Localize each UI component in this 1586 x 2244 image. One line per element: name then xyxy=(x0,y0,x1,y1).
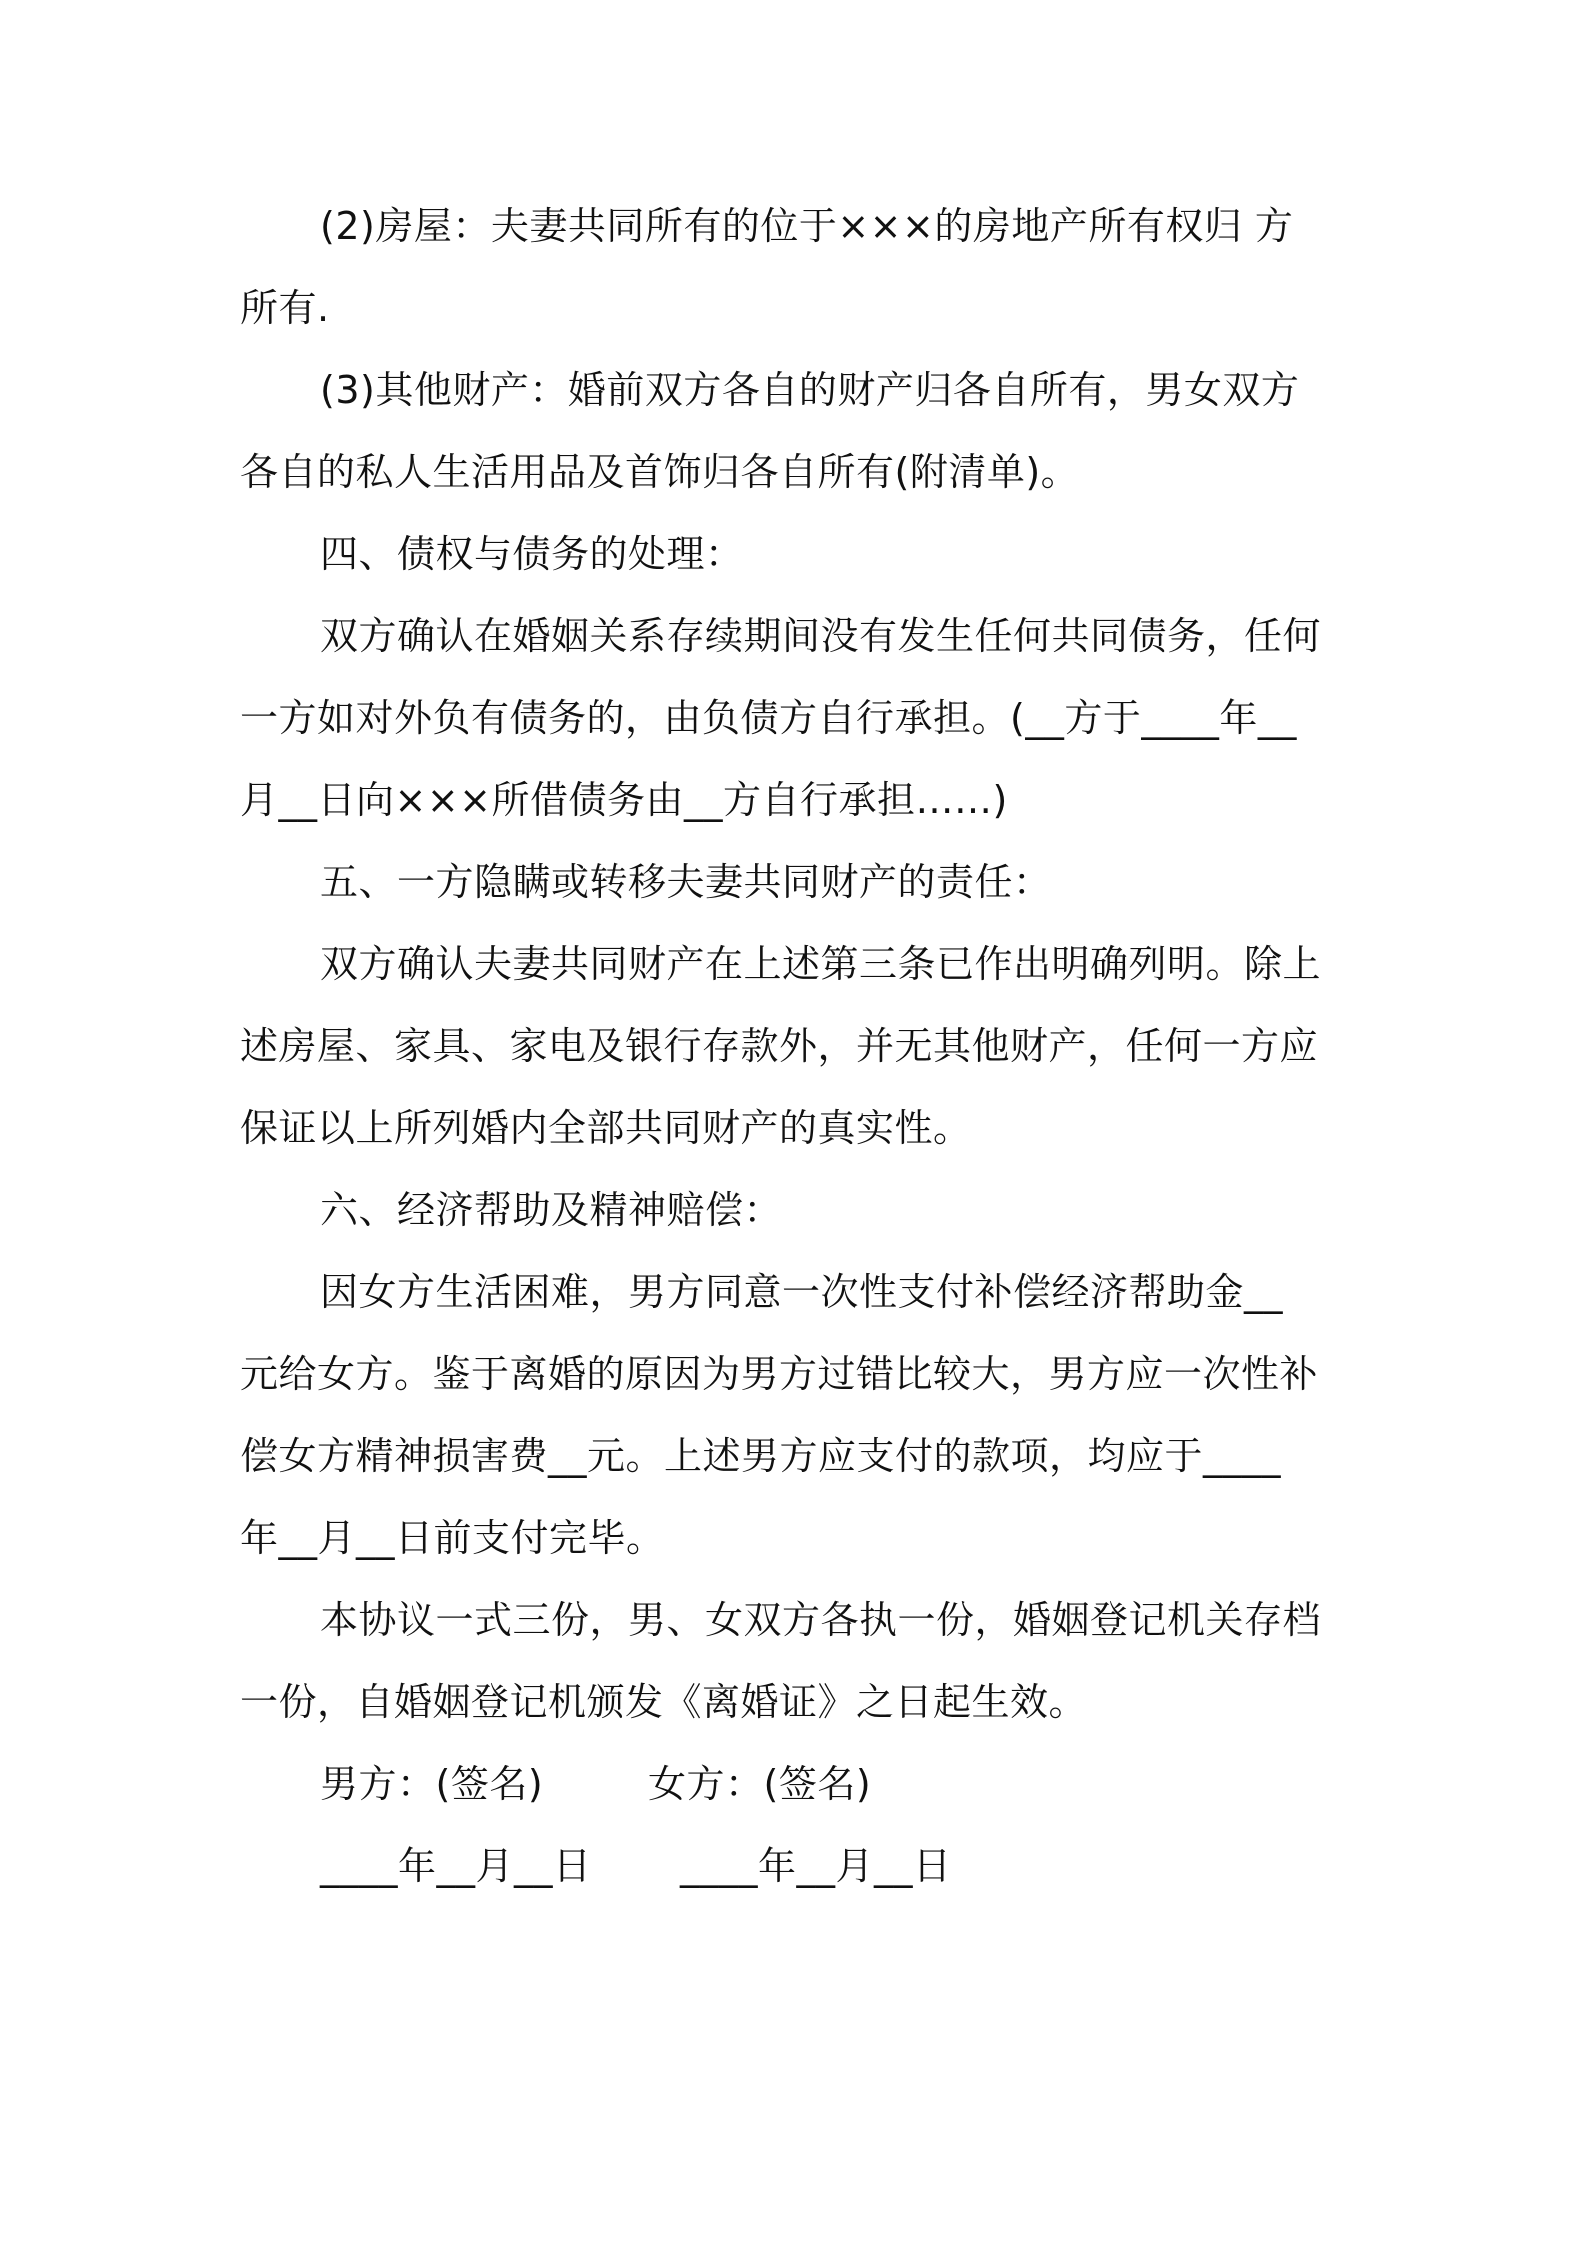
paragraph-line: 因女方生活困难，男方同意一次性支付补偿经济帮助金__ xyxy=(320,1270,1284,1314)
paragraph-line: 年__月__日前支付完毕。 xyxy=(240,1516,665,1560)
paragraph-line: 各自的私人生活用品及首饰归各自所有(附清单)。 xyxy=(240,450,1080,494)
paragraph-line: 保证以上所列婚内全部共同财产的真实性。 xyxy=(240,1106,972,1150)
paragraph-line: 述房屋、家具、家电及银行存款外，并无其他财产，任何一方应 xyxy=(240,1024,1319,1068)
paragraph-line: 一份，自婚姻登记机颁发《离婚证》之日起生效。 xyxy=(240,1680,1088,1724)
female-signature-label: 女方：(签名) xyxy=(648,1762,872,1806)
paragraph-line: (3)其他财产：婚前双方各自的财产归各自所有，男女双方 xyxy=(320,368,1300,412)
paragraph-line: 本协议一式三份，男、女双方各执一份，婚姻登记机关存档 xyxy=(320,1598,1322,1642)
paragraph-line: 月__日向×××所借债务由__方自行承担……) xyxy=(240,778,1008,822)
paragraph-line: 一方如对外负有债务的，由负债方自行承担。(__方于____年__ xyxy=(240,696,1297,740)
paragraph-line: 元给女方。鉴于离婚的原因为男方过错比较大，男方应一次性补 xyxy=(240,1352,1319,1396)
male-signature-label: 男方：(签名) xyxy=(320,1762,544,1806)
paragraph-line: 所有. xyxy=(240,286,330,330)
section-heading: 五、一方隐瞒或转移夫妻共同财产的责任： xyxy=(320,860,1052,904)
paragraph-line: 双方确认夫妻共同财产在上述第三条已作出明确列明。除上 xyxy=(320,942,1322,986)
paragraph-line: 偿女方精神损害费__元。上述男方应支付的款项，均应于____ xyxy=(240,1434,1282,1478)
male-signature-date: ____年__月__日 xyxy=(320,1844,592,1888)
section-heading: 六、经济帮助及精神赔偿： xyxy=(320,1188,783,1232)
paragraph-line: 双方确认在婚姻关系存续期间没有发生任何共同债务，任何 xyxy=(320,614,1322,658)
female-signature-date: ____年__月__日 xyxy=(680,1844,952,1888)
section-heading: 四、债权与债务的处理： xyxy=(320,532,744,576)
paragraph-line: (2)房屋：夫妻共同所有的位于×××的房地产所有权归 方 xyxy=(320,204,1294,248)
